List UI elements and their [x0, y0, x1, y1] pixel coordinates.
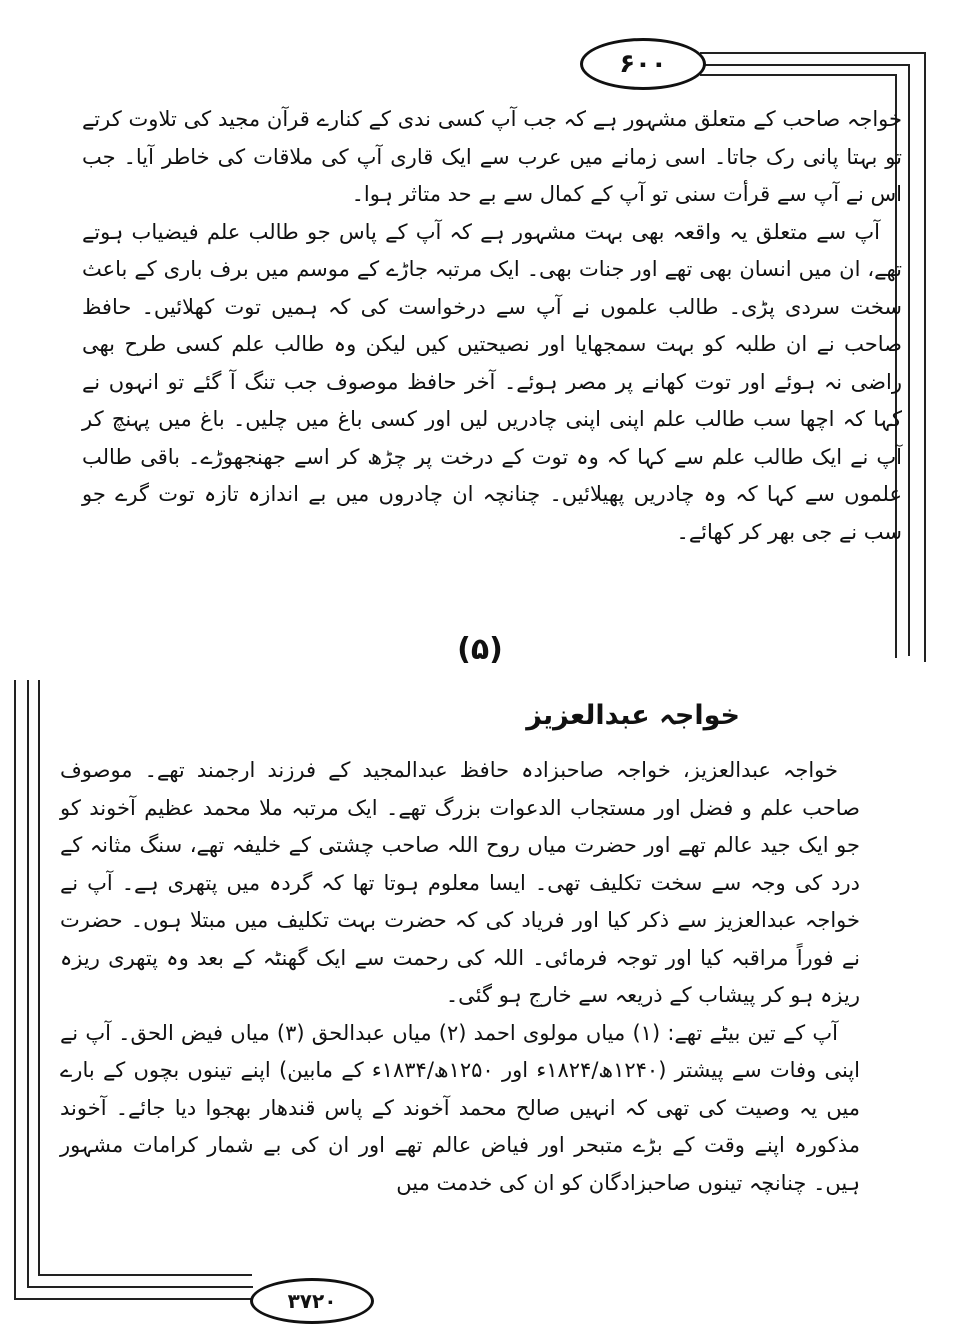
top-text-section: [82, 101, 902, 551]
frame-top-line-2: [700, 64, 910, 66]
frame-bottom-line-1: [14, 1298, 254, 1300]
paragraph: آپ کے تین بیٹے تھے: (۱) میاں مولوی احمد (۲) میاں عبدالحق (۳) میاں فیض الحق۔ آپ نے اپنی وفات سے پیشتر (۱۲۴۰ھ/۱۸۲۴ء اور ۱۲۵۰ھ/۱۸۳۴ء کے مابین) اپنے تینوں بچوں کے بارے میں یہ وصیت کی تھی کہ انہیں صالح محمد آخوند کے پاس قندھار بھجوا دیا جائے۔ آخوند مذکورہ اپنے وقت کے بڑے متبحر اور فیاض عالم تھے اور ان کی بے شمار کرامات مشہور ہیں۔ چنانچہ تینوں صاحبزادگان کو ان کی خدمت میں: [60, 1020, 860, 1195]
frame-left-line-1: [14, 680, 16, 1300]
frame-right-line-1: [924, 52, 926, 662]
frame-left-line-3: [38, 680, 40, 1274]
paragraph: آپ سے متعلق یہ واقعہ بھی بہت مشہور ہے کہ آپ کے پاس جو طالب علم فیضیاب ہوتے تھے، ان میں انسان بھی تھے اور جنات بھی۔ ایک مرتبہ جاڑے کے موسم میں برف باری کے باعث سخت سردی پڑی۔ طالب علموں نے آپ سے درخواست کی کہ ہمیں توت کھلائیں۔ حافظ صاحب نے ان طلبہ کو بہت سمجھایا اور نصیحتیں کیں لیکن وہ طالب علم کسی طرح بھی راضی نہ ہوئے اور توت کھانے پر مصر ہوئے۔ آخر حافظ موصوف جب تنگ آ گئے تو انہوں نے کہا کہ اچھا سب طالب علم اپنی اپنی چادریں لیں اور کسی باغ میں چلیں۔ باغ میں پہنچ کر آپ نے ایک طالب علم سے کہا کہ وہ توت کے درخت پر چڑھ کر اسے جھنجھوڑے۔ باقی طالب علموں سے کہا کہ وہ چادریں پھیلائیں۔ چنانچہ ان چادروں میں بے اندازہ تازہ توت گرے جو سب نے جی بھر کر کھائے۔: [82, 219, 902, 544]
section-number: (۵): [457, 632, 503, 667]
paragraph: خواجہ صاحب کے متعلق مشہور ہے کہ جب آپ کسی ندی کے کنارے قرآن مجید کی تلاوت کرتے تو بہتا پانی رک جاتا۔ اسی زمانے میں عرب سے ایک قاری آپ کی ملاقات کی خاطر آیا۔ جب اس نے آپ سے قرأت سنی تو آپ کے کمال سے بے حد متاثر ہوا۔: [82, 107, 902, 206]
frame-top-line-1: [700, 52, 926, 54]
page-number-top: ۶۰۰: [580, 38, 706, 90]
frame-bottom-line-3: [38, 1274, 252, 1276]
page-number-bottom: ۳۷۲۰: [250, 1278, 374, 1324]
frame-left-line-2: [27, 680, 29, 1286]
section-heading: خواجہ عبدالعزیز: [526, 700, 740, 731]
frame-top-line-3: [700, 74, 896, 76]
frame-bottom-line-2: [27, 1286, 253, 1288]
frame-right-line-2: [908, 64, 910, 656]
bottom-text-section: [60, 752, 860, 1202]
paragraph: خواجہ عبدالعزیز، خواجہ صاحبزادہ حافظ عبدالمجید کے فرزند ارجمند تھے۔ موصوف صاحب علم و فضل اور مستجاب الدعوات بزرگ تھے۔ ایک مرتبہ ملا محمد عظیم آخوند کو جو ایک جید عالم تھے اور حضرت میاں روح اللہ صاحب چشتی کے خلیفہ تھے، سنگ مثانہ کے درد کی وجہ سے سخت تکلیف تھی۔ ایسا معلوم ہوتا تھا کہ گردہ میں پتھری ہے۔ آپ نے خواجہ عبدالعزیز سے ذکر کیا اور فریاد کی کہ حضرت بہت تکلیف میں مبتلا ہوں۔ حضرت نے فوراً مراقبہ کیا اور توجہ فرمائی۔ اللہ کی رحمت سے ایک گھنٹہ کے بعد وہ پتھری ریزہ ریزہ ہو کر پیشاب کے ذریعہ سے خارج ہو گئی۔: [60, 758, 860, 1007]
